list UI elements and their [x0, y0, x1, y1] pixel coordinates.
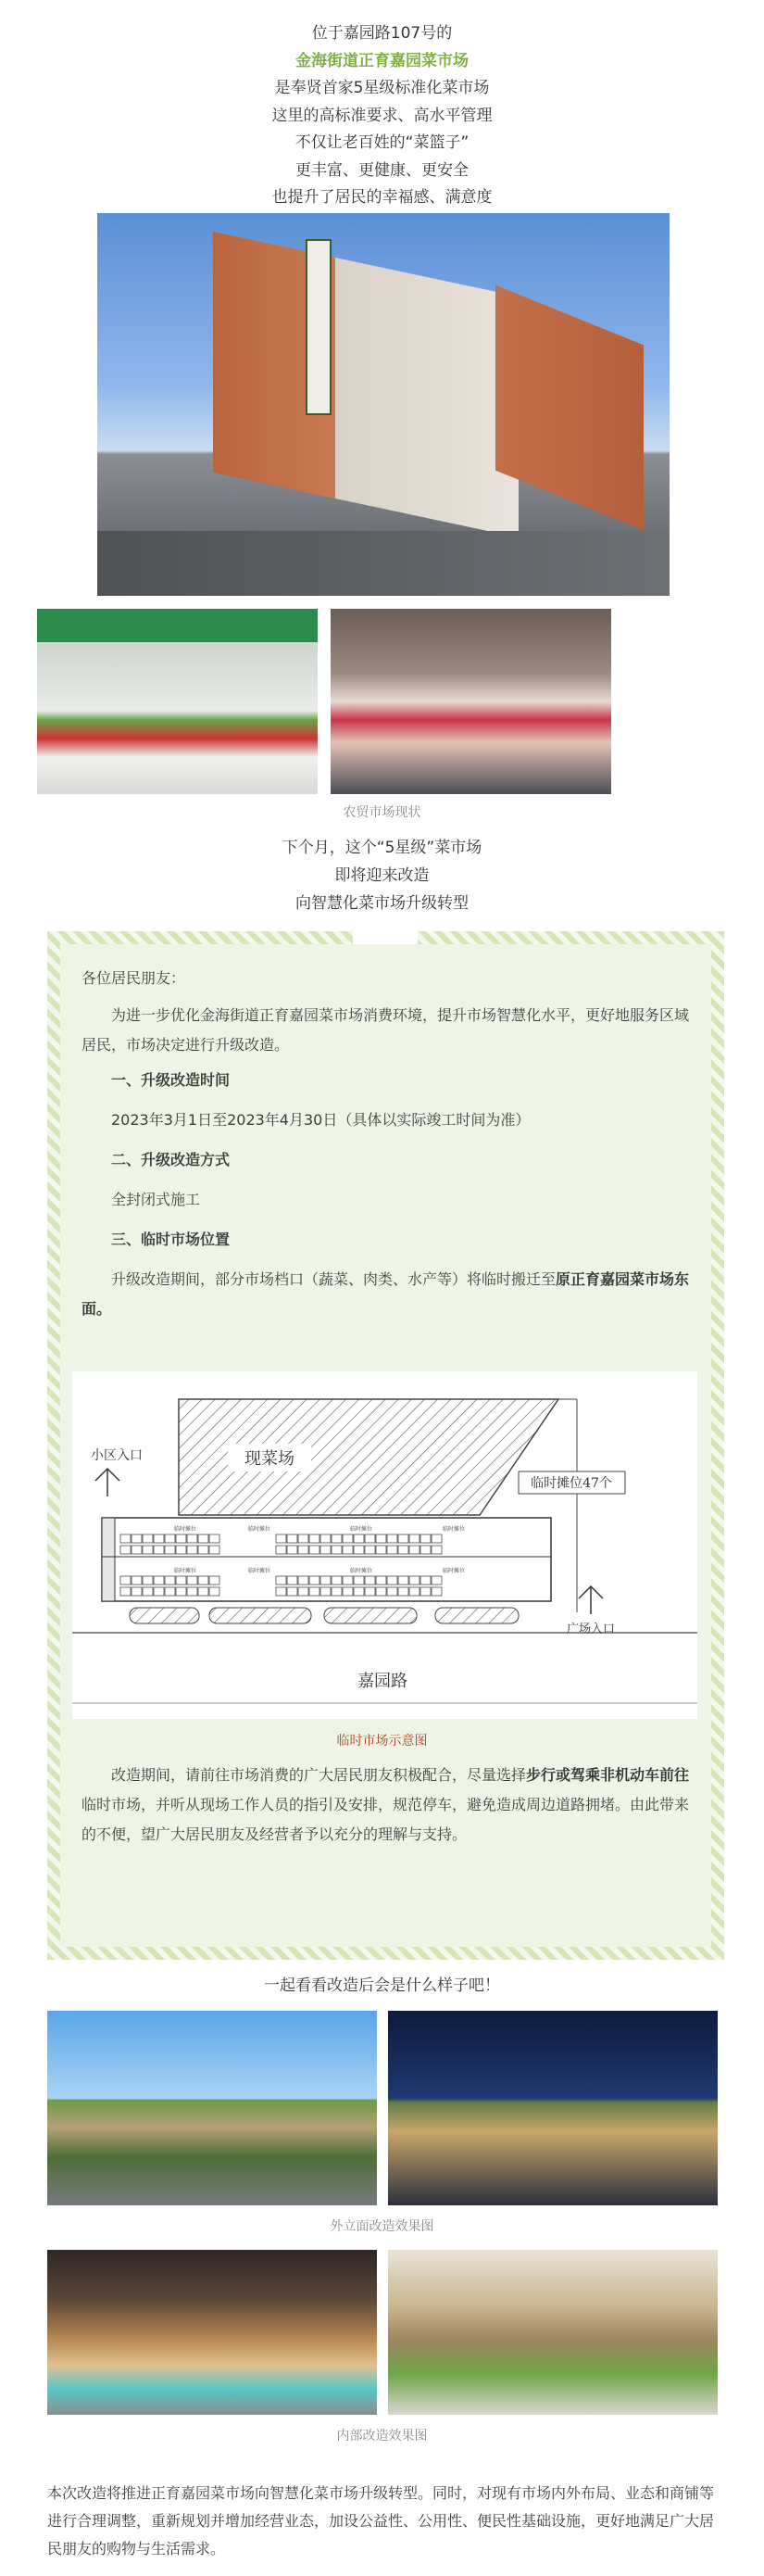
stall-cell [120, 1546, 131, 1554]
plaza-entrance-label: 广场入口 [566, 1623, 616, 1636]
stall-cell [343, 1534, 353, 1543]
stall-cell [365, 1534, 375, 1543]
after-renovation-title: 一起看看改造后会是什么样子吧！ [264, 1976, 500, 1995]
stall-cell [187, 1576, 197, 1585]
plan-svg [72, 1371, 697, 1719]
temp-stalls-label: 临时摊位47个 [531, 1476, 612, 1491]
stall-cell [165, 1576, 175, 1585]
stall-cell [187, 1546, 197, 1554]
stall-cell [287, 1546, 297, 1554]
stall-cell [420, 1534, 431, 1543]
stall-cell [276, 1534, 286, 1543]
stall-cell [432, 1546, 442, 1554]
market-status-caption: 农贸市场现状 [343, 805, 421, 820]
notice-location-text [81, 1265, 693, 1324]
stall-cell [354, 1587, 364, 1596]
notice-heading-time: 一、升级改造时间 [111, 1071, 231, 1089]
stall-cell [343, 1576, 353, 1585]
stall-cell [420, 1587, 431, 1596]
stall-cell [198, 1587, 208, 1596]
stall-cell [398, 1576, 408, 1585]
stall-cell [120, 1534, 131, 1543]
stall-cell [176, 1546, 186, 1554]
notice-intro-paragraph: 为进一步优化金海街道正育嘉园菜市场消费环境，提升市场智慧化水平，更好地服务区域居民，市场决定进行升级改造。 [81, 1006, 690, 1054]
market-building-photo [97, 213, 670, 596]
stall-cell [298, 1587, 308, 1596]
stall-cell [143, 1546, 153, 1554]
stall-cell [287, 1534, 297, 1543]
stall-cell [165, 1546, 175, 1554]
cooperation-emphasis: 步行或驾乘非机动车前往 [526, 1766, 690, 1784]
stall-cell [376, 1587, 386, 1596]
stall-cell [365, 1587, 375, 1596]
notice-method-text: 全封闭式施工 [111, 1191, 201, 1208]
stall-cell [309, 1576, 319, 1585]
stall-cell [276, 1587, 286, 1596]
stall-cell [420, 1546, 431, 1554]
stall-cell [432, 1576, 442, 1585]
notice-heading-method: 二、升级改造方式 [111, 1151, 231, 1168]
stall-cell [320, 1534, 331, 1543]
stall-cell [176, 1534, 186, 1543]
exterior-render-night [388, 2011, 718, 2205]
stall-cell [354, 1534, 364, 1543]
stall-cell [387, 1534, 397, 1543]
closing-paragraph: 本次改造将推进正育嘉园菜市场向智慧化菜市场升级转型。同时，对现有市场内外布局、业态和商铺等进行合理调整，重新规划并增加经营业态，加设公益性、公用性、便民性基础设施，更好地满足广大居民朋友的购物与生活需求。 [47, 2484, 715, 2557]
stall-cell [398, 1587, 408, 1596]
stall-cell [387, 1576, 397, 1585]
stall-cell [209, 1534, 219, 1543]
stall-cell [198, 1546, 208, 1554]
stall-tag: 临时摊位 [248, 1526, 271, 1533]
stall-cell [287, 1576, 297, 1585]
stall-cell [276, 1546, 286, 1554]
stall-cell [165, 1534, 175, 1543]
mid-line: 即将迎来改造 [334, 866, 430, 885]
stall-cell [409, 1587, 420, 1596]
stall-cell [143, 1576, 153, 1585]
notice-time-text: 2023年3月1日至2023年4月30日（具体以实际竣工时间为准） [111, 1111, 531, 1129]
stall-cell [354, 1576, 364, 1585]
stall-cell [332, 1576, 342, 1585]
stall-cell [332, 1546, 342, 1554]
stall-cell [132, 1534, 142, 1543]
stall-cell [298, 1534, 308, 1543]
cooperation-text-end: 临时市场，并听从现场工作人员的指引及安排，规范停车，避免造成周边道路拥堵。由此带来的不便，望广大居民朋友及经营者予以充分的理解与支持。 [81, 1796, 690, 1843]
exterior-render-day [47, 2011, 377, 2205]
stall-cell [343, 1587, 353, 1596]
stall-cell [298, 1546, 308, 1554]
stall-cell [143, 1587, 153, 1596]
stall-cell [132, 1587, 142, 1596]
intro-line: 不仅让老百姓的“菜篮子” [294, 133, 470, 152]
stall-tag: 临时摊位 [443, 1568, 466, 1574]
stall-cell [320, 1576, 331, 1585]
notice-tab [353, 926, 418, 944]
stall-cell [132, 1576, 142, 1585]
planter [209, 1608, 311, 1623]
stall-cell [320, 1587, 331, 1596]
intro-line: 更丰富、更健康、更安全 [295, 160, 469, 180]
stall-cell [432, 1534, 442, 1543]
stall-cell [154, 1546, 164, 1554]
stall-cell [198, 1534, 208, 1543]
notice-salutation: 各位居民朋友： [81, 969, 186, 987]
stall-cell [143, 1534, 153, 1543]
intro-market-name: 金海街道正育嘉园菜市场 [295, 51, 469, 70]
intro-line: 位于嘉园路107号的 [311, 24, 453, 43]
planter [324, 1608, 417, 1623]
stall-cell [398, 1534, 408, 1543]
stall-cell [387, 1546, 397, 1554]
stall-cell [309, 1534, 319, 1543]
road-label: 嘉园路 [357, 1672, 407, 1691]
notice-cooperation-paragraph [81, 1761, 693, 1850]
stall-cell [409, 1546, 420, 1554]
stall-cell [198, 1576, 208, 1585]
intro-text [0, 20, 764, 212]
stall-cell [409, 1576, 420, 1585]
planter [435, 1608, 519, 1623]
stall-cell [376, 1576, 386, 1585]
stall-cell [287, 1587, 297, 1596]
stall-cell [309, 1587, 319, 1596]
community-entrance-label: 小区入口 [91, 1448, 143, 1463]
stall-cell [209, 1546, 219, 1554]
interior-render-2 [388, 2250, 718, 2415]
stall-cell [154, 1587, 164, 1596]
stall-cell [365, 1546, 375, 1554]
stall-cell [398, 1546, 408, 1554]
stall-cell [365, 1576, 375, 1585]
mid-line: 向智慧化菜市场升级转型 [295, 894, 469, 913]
stall-cell [187, 1534, 197, 1543]
stall-cell [432, 1587, 442, 1596]
stall-cell [376, 1534, 386, 1543]
stall-cell [154, 1534, 164, 1543]
exterior-render-caption: 外立面改造效果图 [330, 2219, 434, 2234]
stall-cell [409, 1534, 420, 1543]
interior-render-1 [47, 2250, 377, 2415]
notice-heading-location: 三、临时市场位置 [111, 1231, 231, 1248]
stall-cell [209, 1576, 219, 1585]
stall-cell [165, 1587, 175, 1596]
stall-tag: 临时摊位 [350, 1526, 373, 1533]
stall-cell [376, 1546, 386, 1554]
stall-cell [320, 1546, 331, 1554]
stall-cell [343, 1546, 353, 1554]
intro-line: 这里的高标准要求、高水平管理 [271, 106, 493, 125]
stall-tag: 临时摊位 [174, 1526, 197, 1533]
building-facade [213, 232, 519, 537]
stall-cell [132, 1546, 142, 1554]
stall-cell [387, 1587, 397, 1596]
stall-cell [332, 1587, 342, 1596]
temp-market-map-caption: 临时市场示意图 [336, 1734, 428, 1749]
stall-tag: 临时摊位 [443, 1526, 466, 1533]
stall-cell [276, 1576, 286, 1585]
upgrade-announcement [0, 834, 764, 917]
interior-render-caption: 内部改造效果图 [336, 2429, 428, 2443]
stall-cell [154, 1576, 164, 1585]
stall-tag: 临时摊位 [174, 1568, 197, 1574]
stall-tag: 临时摊位 [248, 1568, 271, 1574]
stall-cell [176, 1576, 186, 1585]
stall-cell [209, 1587, 219, 1596]
stall-cell [120, 1587, 131, 1596]
stall-cell [354, 1546, 364, 1554]
stall-cell [420, 1576, 431, 1585]
temp-market-plan [72, 1371, 697, 1719]
intro-line: 也提升了居民的幸福感、满意度 [271, 188, 493, 207]
stall-cell [176, 1587, 186, 1596]
mid-line: 下个月，这个“5星级”菜市场 [282, 839, 482, 857]
market-interior-photo-1 [37, 609, 318, 794]
location-emphasis: 原正育嘉园菜市场东面。 [81, 1270, 690, 1318]
stall-cell [332, 1534, 342, 1543]
intro-line: 是奉贤首家5星级标准化菜市场 [274, 79, 490, 97]
stall-cell [120, 1576, 131, 1585]
stall-cell [187, 1587, 197, 1596]
cooperation-text: 改造期间，请前往市场消费的广大居民朋友积极配合，尽量选择 [111, 1766, 527, 1784]
stall-cell [298, 1576, 308, 1585]
stall-tag: 临时摊位 [350, 1568, 373, 1574]
existing-market-label: 现菜场 [244, 1449, 294, 1469]
stall-cell [309, 1546, 319, 1554]
market-sign [306, 239, 332, 415]
location-text: 升级改造期间，部分市场档口（蔬菜、肉类、水产等）将临时搬迁至 [111, 1270, 557, 1288]
planter [130, 1608, 199, 1623]
street [97, 531, 670, 596]
market-interior-photo-2 [331, 609, 611, 794]
